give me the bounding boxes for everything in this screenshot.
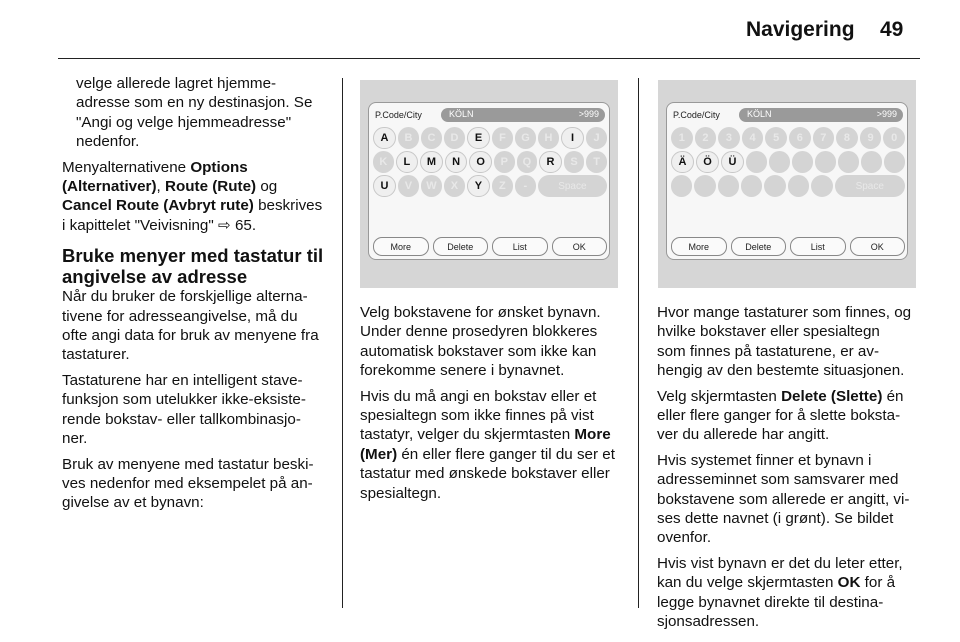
key-space: Space [835, 175, 905, 197]
keyboard-screen [368, 102, 610, 260]
page-reference: 65. [230, 216, 257, 234]
keyboard-screenshot-special [658, 80, 916, 288]
text-line: velge allerede lagret hjemme- [76, 75, 277, 92]
option-options: Options [190, 158, 248, 176]
more-key-ref: More [574, 426, 611, 444]
key-z: Z [492, 175, 513, 197]
column-divider-2 [638, 78, 639, 608]
ok-button: OK [552, 237, 608, 256]
key-a: A [373, 127, 396, 149]
keyboard-screenshot-letters [360, 80, 618, 288]
text-line: Velg bokstavene for ønsket bynavn. [360, 304, 601, 321]
section-heading [62, 245, 324, 287]
page-reference-arrow-icon: ⇨ [218, 216, 231, 234]
text-line: Hvis systemet finner et bynavn i [657, 451, 872, 469]
key-q: Q [517, 151, 538, 173]
keyboard-buttons [671, 237, 905, 256]
key-y: Y [467, 175, 490, 197]
text-line: "Angi og velge hjemmeadresse" [76, 113, 292, 131]
key-t: T [586, 151, 607, 173]
key-2: 2 [695, 127, 717, 149]
keyboard-keys [373, 127, 607, 199]
key-blank [769, 151, 790, 173]
text-line: legge bynavnet direkte til destina- [657, 593, 884, 611]
key-blank [861, 151, 882, 173]
postcode-city-label: P.Code/City [673, 110, 720, 120]
text-run: én [882, 387, 904, 405]
key-k: K [373, 151, 394, 173]
key-1: 1 [671, 127, 693, 149]
text-line: ofte angi data for bruk av menyene fra [62, 327, 319, 345]
city-entry-field [441, 108, 605, 122]
list-button: List [492, 237, 548, 256]
key-5: 5 [765, 127, 787, 149]
paragraph-keyboards [657, 303, 921, 381]
text-line: bokstavene som allerede er angitt, vi- [657, 490, 910, 508]
text-run: Menyalternativene [62, 158, 191, 176]
key-blank [788, 175, 809, 197]
text-line: funksjon som utelukker ikke-eksiste- [62, 391, 306, 409]
ok-key-ref: OK [837, 574, 861, 592]
header-divider [58, 58, 920, 59]
text-line: hengig av den bestemte situasjonen. [657, 362, 905, 380]
text-line: Bruk av menyene med tastatur beski- [62, 455, 314, 473]
match-count: >999 [578, 109, 599, 119]
key-blank [811, 175, 832, 197]
text-run: , [156, 178, 165, 196]
paragraph-spelling [62, 371, 324, 449]
text-line: Tastaturene har en intelligent stave- [62, 371, 303, 389]
keyboard-row [671, 151, 905, 173]
text-line: adresse som en ny destinasjon. Se [76, 94, 313, 112]
key-blank [792, 151, 813, 173]
page-title: Navigering [746, 18, 855, 41]
city-entry-field [739, 108, 903, 122]
key-r: R [539, 151, 562, 173]
text-run: beskrives [253, 197, 323, 215]
key-h: H [538, 127, 559, 149]
text-line: som finnes på tastaturene, er av- [657, 342, 880, 360]
key-7: 7 [813, 127, 835, 149]
ok-button: OK [850, 237, 906, 256]
key-f: F [492, 127, 513, 149]
delete-button: Delete [433, 237, 489, 256]
paragraph-intro [62, 287, 324, 365]
city-value: KÖLN [747, 109, 772, 119]
more-button: More [671, 237, 727, 256]
key-6: 6 [789, 127, 811, 149]
key-p: P [494, 151, 515, 173]
text-line: hvilke bokstaver eller spesialtegn [657, 323, 880, 341]
text-line: Hvor mange tastaturer som finnes, og [657, 304, 912, 321]
column-2 [360, 303, 624, 509]
paragraph-delete [657, 387, 921, 445]
key-j: J [586, 127, 607, 149]
key-v: V [398, 175, 419, 197]
option-route: Route (Rute) [164, 178, 257, 196]
text-line: adresseminnet som samsvarer med [657, 471, 899, 489]
heading-line: Bruke menyer med tastatur til [62, 245, 324, 267]
keyboard-buttons [373, 237, 607, 256]
key-m: M [420, 151, 443, 173]
text-line: automatisk bokstaver som ikke kan [360, 342, 597, 360]
option-alternativer: (Alternativer) [62, 178, 157, 196]
column-divider-1 [342, 78, 343, 608]
key-d: D [444, 127, 465, 149]
continued-paragraph [62, 74, 324, 152]
text-run: Velg skjermtasten [657, 387, 782, 405]
text-line: ovenfor. [657, 529, 712, 547]
key-l: L [396, 151, 419, 173]
page-number: 49 [880, 18, 904, 41]
text-line: Hvis vist bynavn er det du leter etter, [657, 554, 903, 572]
text-line: spesialtegn som ikke finnes på vist [360, 407, 594, 425]
text-line: spesialtegn. [360, 484, 442, 502]
text-line: forekomme senere i bynavnet. [360, 362, 565, 380]
keyboard-row [373, 175, 607, 197]
key-8: 8 [836, 127, 858, 149]
text-line: tastaturer. [62, 346, 130, 364]
key-blank [741, 175, 762, 197]
key-0: 0 [883, 127, 905, 149]
key-9: 9 [860, 127, 882, 149]
postcode-city-label: P.Code/City [375, 110, 422, 120]
text-line: Når du bruker de forskjellige alterna- [62, 288, 308, 306]
text-line: sjonsadressen. [657, 613, 760, 631]
paragraph-ok [657, 554, 921, 632]
key-o: O [469, 151, 492, 173]
text-line: Under denne prosedyren blokkeres [360, 323, 598, 341]
key-blank [884, 151, 905, 173]
key-x: X [444, 175, 465, 197]
key-s: S [564, 151, 585, 173]
text-run: og [256, 178, 278, 196]
key-4: 4 [742, 127, 764, 149]
key-ü: Ü [721, 151, 744, 173]
key-space: Space [538, 175, 607, 197]
text-line: ses dette navnet (i grønt). Se bildet [657, 510, 894, 528]
match-count: >999 [876, 109, 897, 119]
text-line: kan du velge skjermtasten [657, 574, 838, 592]
key-b: B [398, 127, 419, 149]
key-ä: Ä [671, 151, 694, 173]
paragraph-select-letters [360, 303, 624, 381]
list-button: List [790, 237, 846, 256]
key-3: 3 [718, 127, 740, 149]
text-run: i kapittelet "Veivisning" [62, 216, 218, 234]
text-line: tivene for adresseangivelse, må du [62, 307, 298, 325]
keyboard-row [373, 151, 607, 173]
text-run: for å [860, 574, 896, 592]
text-line: ner. [62, 430, 88, 448]
paragraph-match [657, 451, 921, 548]
key-e: E [467, 127, 490, 149]
key-c: C [421, 127, 442, 149]
key-ö: Ö [696, 151, 719, 173]
delete-key-ref: Delete (Slette) [781, 387, 883, 405]
text-line: rende bokstav- eller tallkombinasjo- [62, 410, 301, 428]
key-g: G [515, 127, 536, 149]
key-u: U [373, 175, 396, 197]
heading-line: angivelse av adresse [62, 266, 248, 288]
delete-button: Delete [731, 237, 787, 256]
text-line: Hvis du må angi en bokstav eller et [360, 387, 597, 405]
key--: - [515, 175, 536, 197]
key-blank [694, 175, 715, 197]
paragraph-usage [62, 455, 324, 513]
keyboard-keys [671, 127, 905, 199]
key-blank [815, 151, 836, 173]
menu-options-paragraph [62, 158, 324, 236]
column-1 [62, 74, 324, 519]
more-button: More [373, 237, 429, 256]
text-line: tastatur med ønskede bokstaver eller [360, 465, 610, 483]
keyboard-row [373, 127, 607, 149]
text-line: givelse av et bynavn: [62, 494, 204, 512]
paragraph-more-key [360, 387, 624, 503]
key-n: N [445, 151, 468, 173]
city-value: KÖLN [449, 109, 474, 119]
key-w: W [421, 175, 442, 197]
key-blank [838, 151, 859, 173]
keyboard-row [671, 175, 905, 197]
option-cancel-route: Cancel Route (Avbryt rute) [62, 197, 254, 215]
key-i: I [561, 127, 584, 149]
mer-key-ref: (Mer) [360, 445, 398, 463]
key-blank [671, 175, 692, 197]
key-blank [746, 151, 767, 173]
keyboard-row [671, 127, 905, 149]
keyboard-screen [666, 102, 908, 260]
text-line: ves nedenfor med eksempelet på an- [62, 474, 313, 492]
text-line: nedenfor. [76, 133, 140, 151]
column-3 [657, 303, 921, 638]
text-line: én eller flere ganger til du ser et [397, 445, 615, 463]
text-line: eller flere ganger for å slette boksta- [657, 407, 901, 425]
key-blank [764, 175, 785, 197]
key-blank [718, 175, 739, 197]
text-line: tastatyr, velger du skjermtasten [360, 426, 575, 444]
text-line: ver du allerede har angitt. [657, 426, 830, 444]
